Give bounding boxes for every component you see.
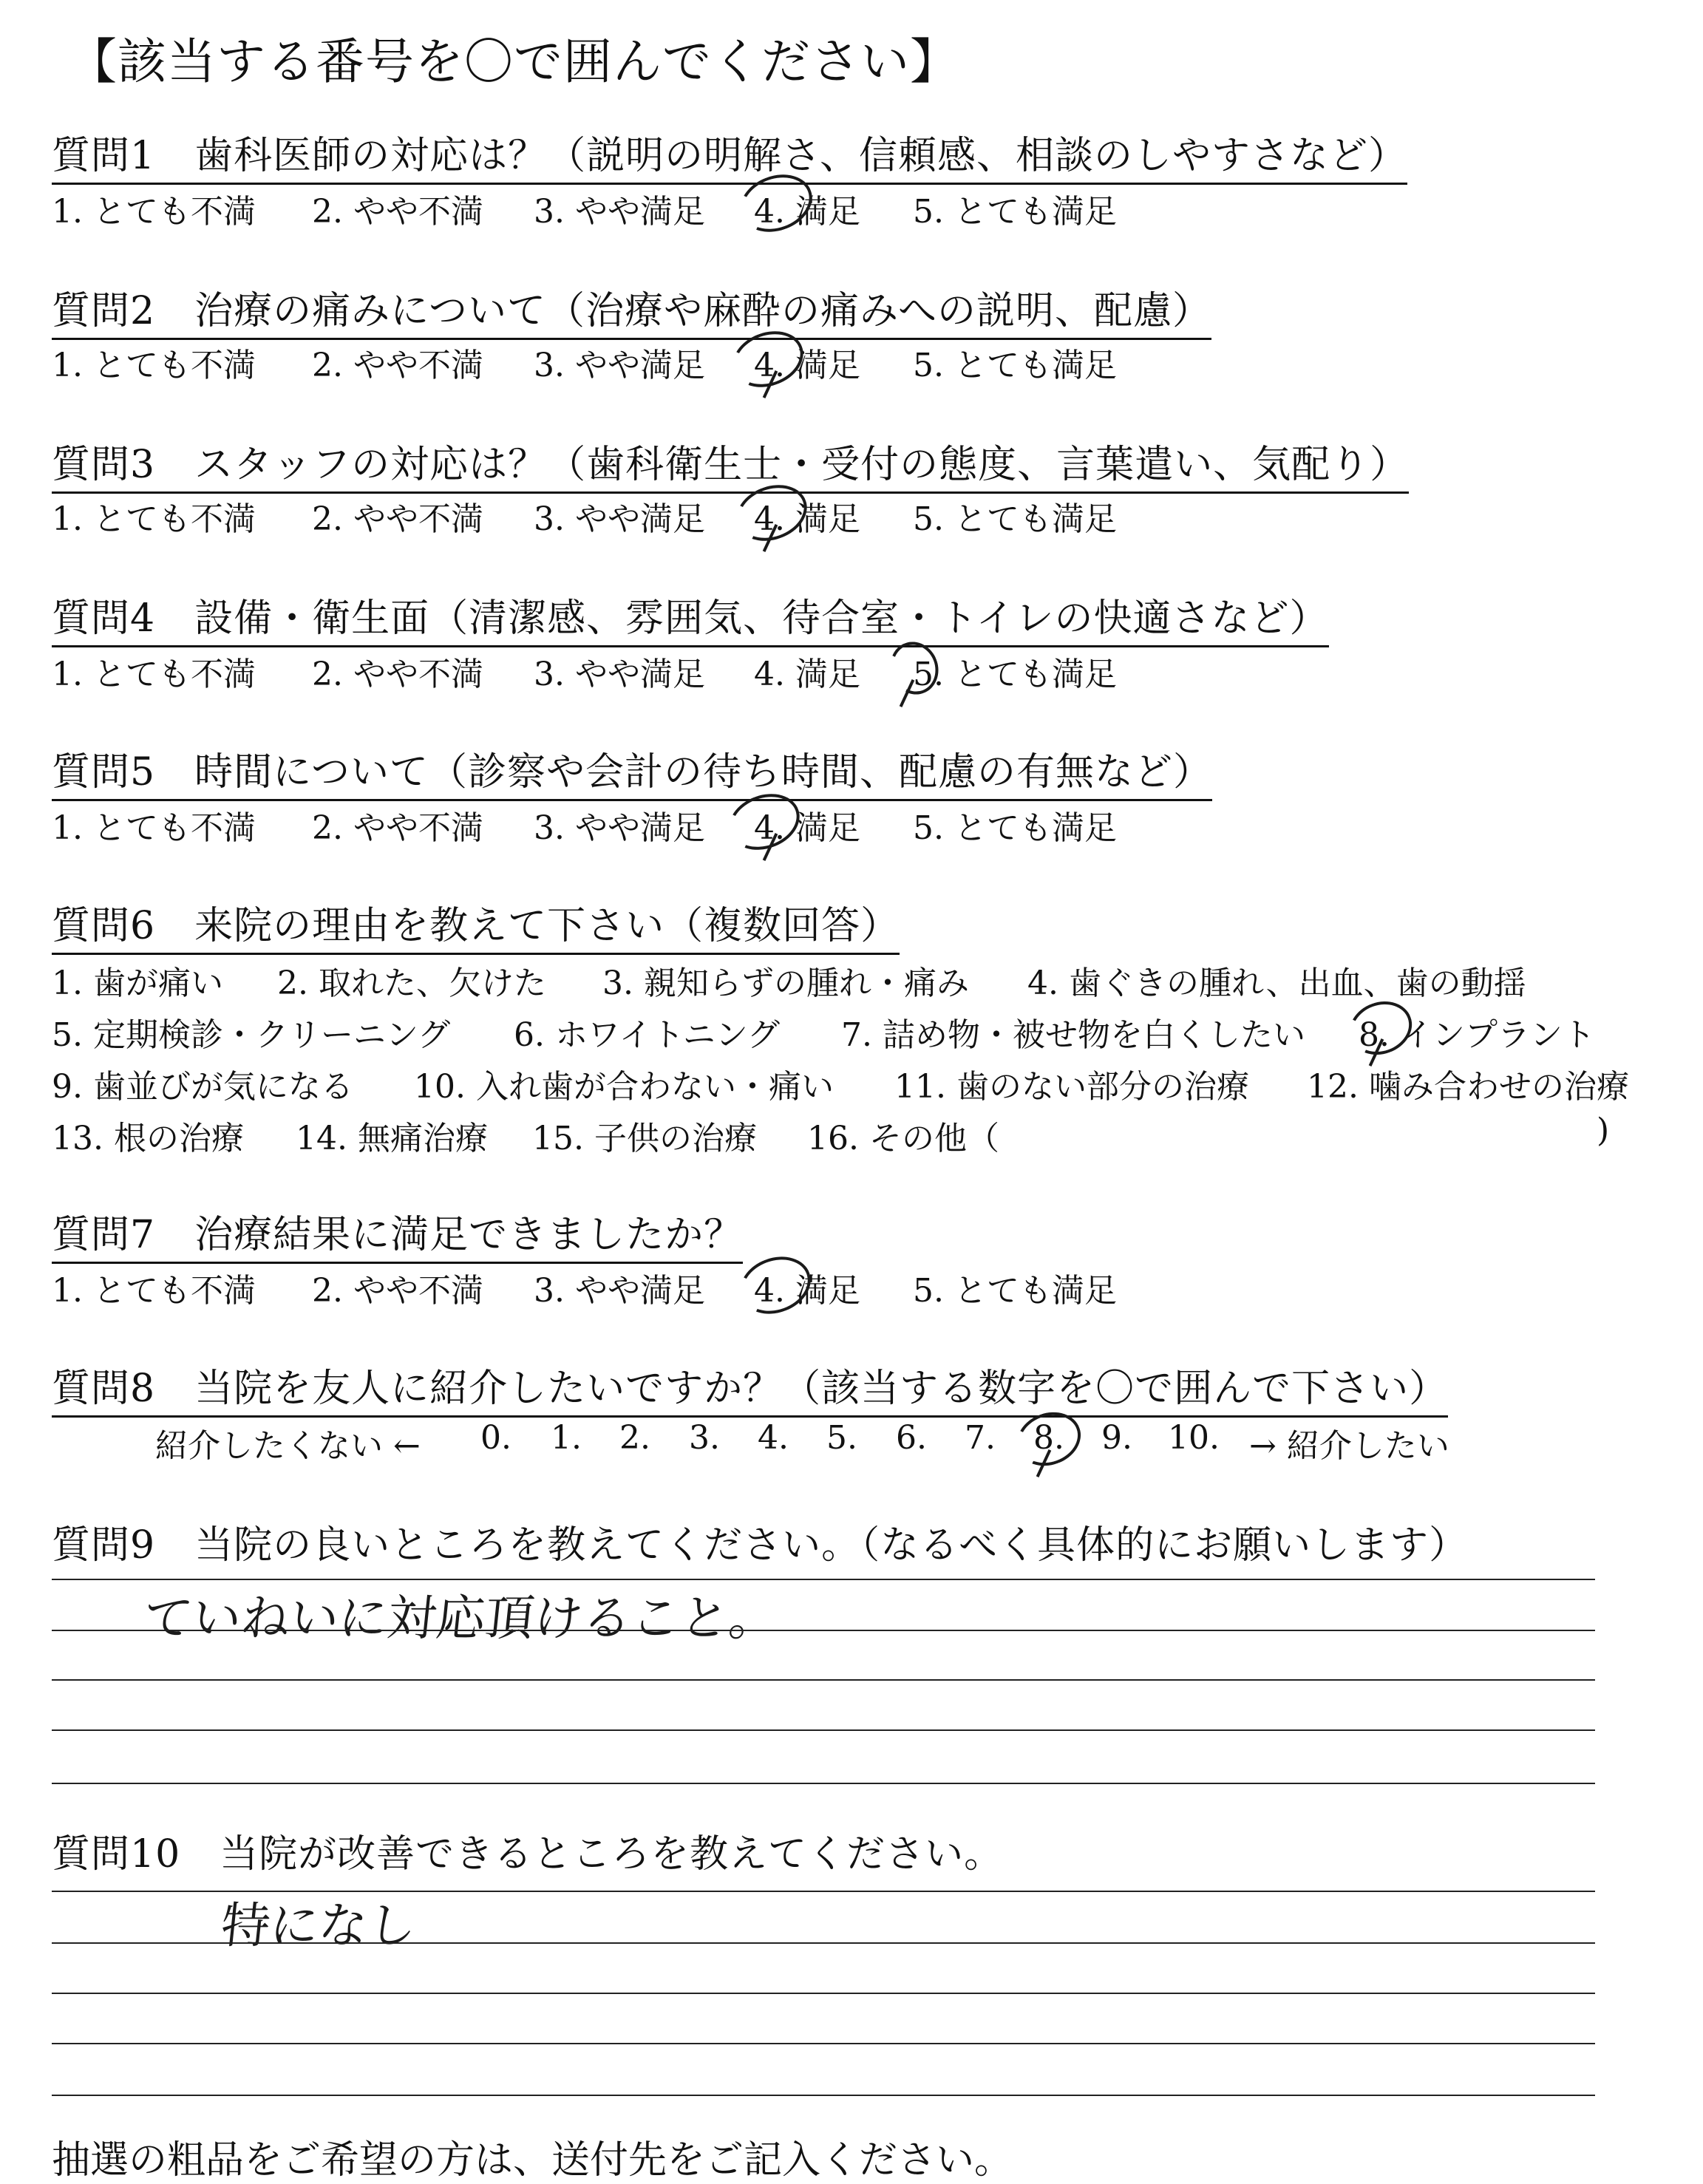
footer-cut-text: 抽選の粗品をご希望の方は、送付先をご記入ください。 — [52, 2138, 1013, 2183]
scale-0[interactable]: 0. — [480, 1419, 511, 1457]
scale-6[interactable]: 6. — [896, 1419, 927, 1457]
option-1[interactable]: 1. とても不満 — [52, 500, 256, 538]
option-1[interactable]: 1. とても不満 — [52, 809, 256, 847]
question-4: 質問4 設備・衛生面（清潔感、雰囲気、待合室・トイレの快適さなど） — [52, 587, 1329, 647]
answer-line — [52, 2095, 1595, 2096]
option-5[interactable]: 5. とても満足 — [913, 656, 1117, 693]
answer-line — [52, 2043, 1595, 2044]
question-8: 質問8 当院を友人に紹介したいですか？（該当する数字を〇で囲んで下さい） — [52, 1357, 1448, 1418]
q10-handwritten-answer[interactable]: 特になし — [218, 1897, 420, 1954]
answer-line — [52, 1729, 1595, 1731]
question-7: 質問7 治療結果に満足できましたか？ — [52, 1203, 743, 1264]
option-5[interactable]: 5. とても満足 — [913, 193, 1117, 231]
option-3[interactable]: 3. やや満足 — [534, 347, 705, 384]
reason-11[interactable]: 11. 歯のない部分の治療 — [894, 1068, 1249, 1106]
option-3[interactable]: 3. やや満足 — [534, 193, 705, 231]
scale-1[interactable]: 1. — [551, 1419, 582, 1457]
option-5[interactable]: 5. とても満足 — [913, 347, 1117, 384]
option-1[interactable]: 1. とても不満 — [52, 347, 256, 384]
reason-8[interactable]: 8. インプラント — [1359, 1016, 1595, 1054]
option-1[interactable]: 1. とても不満 — [52, 656, 256, 693]
reason-10[interactable]: 10. 入れ歯が合わない・痛い — [414, 1068, 834, 1106]
option-3[interactable]: 3. やや満足 — [534, 656, 705, 693]
reason-15[interactable]: 15. 子供の治療 — [532, 1120, 757, 1157]
question-6: 質問6 来院の理由を教えて下さい（複数回答） — [52, 894, 900, 955]
reason-5[interactable]: 5. 定期検診・クリーニング — [52, 1016, 451, 1054]
scale-2[interactable]: 2. — [619, 1419, 650, 1457]
option-2[interactable]: 2. やや不満 — [312, 809, 483, 847]
answer-circle-q7 — [732, 1247, 818, 1323]
option-2[interactable]: 2. やや不満 — [312, 500, 483, 538]
answer-line — [52, 1942, 1595, 1944]
option-4[interactable]: 4. 満足 — [754, 193, 860, 231]
page-title: 【該当する番号を〇で囲んでください】 — [68, 33, 959, 90]
option-5[interactable]: 5. とても満足 — [913, 1272, 1117, 1310]
reason-14[interactable]: 14. 無痛治療 — [296, 1120, 488, 1157]
reason-6[interactable]: 6. ホワイトニング — [514, 1016, 781, 1054]
scale-right-label: → 紹介したい — [1249, 1427, 1449, 1465]
option-2[interactable]: 2. やや不満 — [312, 193, 483, 231]
option-5[interactable]: 5. とても満足 — [913, 809, 1117, 847]
scale-4[interactable]: 4. — [758, 1419, 789, 1457]
question-1: 質問1 歯科医師の対応は？（説明の明解さ、信頼感、相談のしやすさなど） — [52, 124, 1407, 185]
option-3[interactable]: 3. やや満足 — [534, 809, 705, 847]
option-1[interactable]: 1. とても不満 — [52, 193, 256, 231]
question-10: 質問10 当院が改善できるところを教えてください。 — [52, 1832, 1004, 1877]
option-4[interactable]: 4. 満足 — [754, 500, 860, 538]
option-4[interactable]: 4. 満足 — [754, 656, 860, 693]
reason-1[interactable]: 1. 歯が痛い — [52, 965, 223, 1002]
scale-3[interactable]: 3. — [689, 1419, 720, 1457]
reason-3[interactable]: 3. 親知らずの腫れ・痛み — [602, 965, 969, 1002]
answer-line — [52, 1993, 1595, 1994]
reason-13[interactable]: 13. 根の治療 — [52, 1120, 244, 1157]
option-1[interactable]: 1. とても不満 — [52, 1272, 256, 1310]
scale-10[interactable]: 10. — [1168, 1419, 1220, 1457]
answer-line — [52, 1679, 1595, 1681]
question-3: 質問3 スタッフの対応は？（歯科衛生士・受付の態度、言葉遣い、気配り） — [52, 433, 1409, 494]
answer-line — [52, 1783, 1595, 1784]
scale-5[interactable]: 5. — [826, 1419, 857, 1457]
question-2: 質問2 治療の痛みについて（治療や麻酔の痛みへの説明、配慮） — [52, 279, 1211, 340]
option-4[interactable]: 4. 満足 — [754, 347, 860, 384]
question-9: 質問9 当院の良いところを教えてください。（なるべく具体的にお願いします） — [52, 1523, 1469, 1568]
scale-7[interactable]: 7. — [965, 1419, 996, 1457]
reason-12[interactable]: 12. 噛み合わせの治療 — [1307, 1068, 1629, 1106]
scale-left-label: 紹介したくない ← — [155, 1427, 421, 1465]
reason-7[interactable]: 7. 詰め物・被せ物を白くしたい — [841, 1016, 1305, 1054]
option-2[interactable]: 2. やや不満 — [312, 1272, 483, 1310]
option-3[interactable]: 3. やや満足 — [534, 500, 705, 538]
reason-2[interactable]: 2. 取れた、欠けた — [277, 965, 546, 1002]
option-2[interactable]: 2. やや不満 — [312, 656, 483, 693]
option-4[interactable]: 4. 満足 — [754, 1272, 860, 1310]
reason-9[interactable]: 9. 歯並びが気になる — [52, 1068, 353, 1106]
reason-16-close: ) — [1597, 1112, 1610, 1149]
option-2[interactable]: 2. やや不満 — [312, 347, 483, 384]
scale-9[interactable]: 9. — [1101, 1419, 1132, 1457]
scale-8[interactable]: 8. — [1033, 1419, 1064, 1457]
answer-line — [52, 1630, 1595, 1631]
reason-16[interactable]: 16. その他（ — [807, 1120, 999, 1157]
option-3[interactable]: 3. やや満足 — [534, 1272, 705, 1310]
q9-handwritten-answer[interactable]: ていねいに対応頂けること。 — [140, 1590, 781, 1647]
reason-4[interactable]: 4. 歯ぐきの腫れ、出血、歯の動揺 — [1027, 965, 1526, 1002]
question-5: 質問5 時間について（診察や会計の待ち時間、配慮の有無など） — [52, 741, 1212, 801]
option-5[interactable]: 5. とても満足 — [913, 500, 1117, 538]
option-4[interactable]: 4. 満足 — [754, 809, 860, 847]
